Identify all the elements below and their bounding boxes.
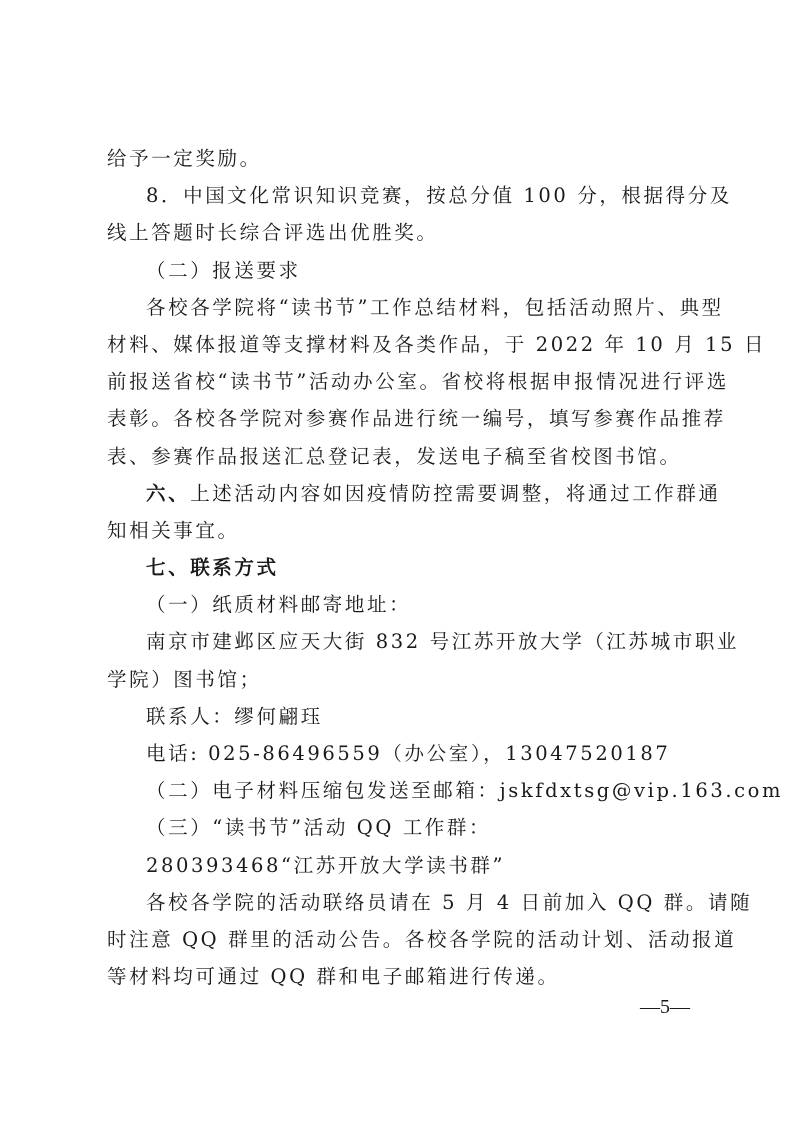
text-line: 知相关事宜。 — [107, 518, 240, 542]
text-line: 材料、媒体报道等支撑材料及各类作品，于 2022 年 10 月 15 日 — [107, 332, 767, 356]
section-six-line — [107, 475, 721, 512]
text-span: 上述活动内容如因疫情防控需要调整，将通过工作群通 — [190, 481, 721, 505]
address-line: 南京市建邺区应天大街 832 号江苏开放大学（江苏城市职业 — [146, 630, 740, 654]
section-heading-report-requirements: （二）报送要求 — [146, 258, 301, 282]
text-line: 给予一定奖励。 — [107, 147, 262, 170]
text-line: 各校各学院的活动联络员请在 5 月 4 日前加入 QQ 群。请随 — [146, 890, 753, 914]
qq-group-number: 280393468“江苏开放大学读书群” — [146, 853, 506, 877]
page-number: —5— — [640, 996, 690, 1018]
text-line: 前报送省校“读书节”活动办公室。省校将根据申报情况进行评选 — [107, 370, 729, 394]
phone-line: 电话: 025-86496559（办公室），13047520187 — [146, 742, 671, 765]
subheading-mail-address: （一）纸质材料邮寄地址： — [146, 593, 412, 617]
section-six-label: 六、 — [146, 481, 191, 505]
text-line: 表彰。各校各学院对参赛作品进行统一编号，填写参赛作品推荐 — [107, 407, 726, 431]
text-line: 线上答题时长综合评选出优胜奖。 — [107, 221, 439, 245]
text-line: 时注意 QQ 群里的活动公告。各校各学院的活动计划、活动报道 — [107, 927, 737, 951]
document-page — [107, 140, 784, 995]
subheading-qq-group: （三）“读书节”活动 QQ 工作群： — [146, 816, 492, 840]
text-line: 表、参赛作品报送汇总登记表，发送电子稿至省校图书馆。 — [107, 444, 682, 468]
contact-person: 联系人：缪何翩珏 — [146, 704, 323, 728]
text-line: 各校各学院将“读书节”工作总结材料，包括活动照片、典型 — [146, 295, 724, 319]
section-heading-contact: 七、联系方式 — [146, 556, 279, 580]
email-line: （二）电子材料压缩包发送至邮箱：jskfdxtsg@vip.163.com — [146, 779, 784, 803]
address-line: 学院）图书馆； — [107, 667, 262, 691]
text-line: 等材料均可通过 QQ 群和电子邮箱进行传递。 — [107, 965, 560, 989]
text-line: 8．中国文化常识知识竞赛，按总分值 100 分，根据得分及 — [146, 184, 732, 208]
